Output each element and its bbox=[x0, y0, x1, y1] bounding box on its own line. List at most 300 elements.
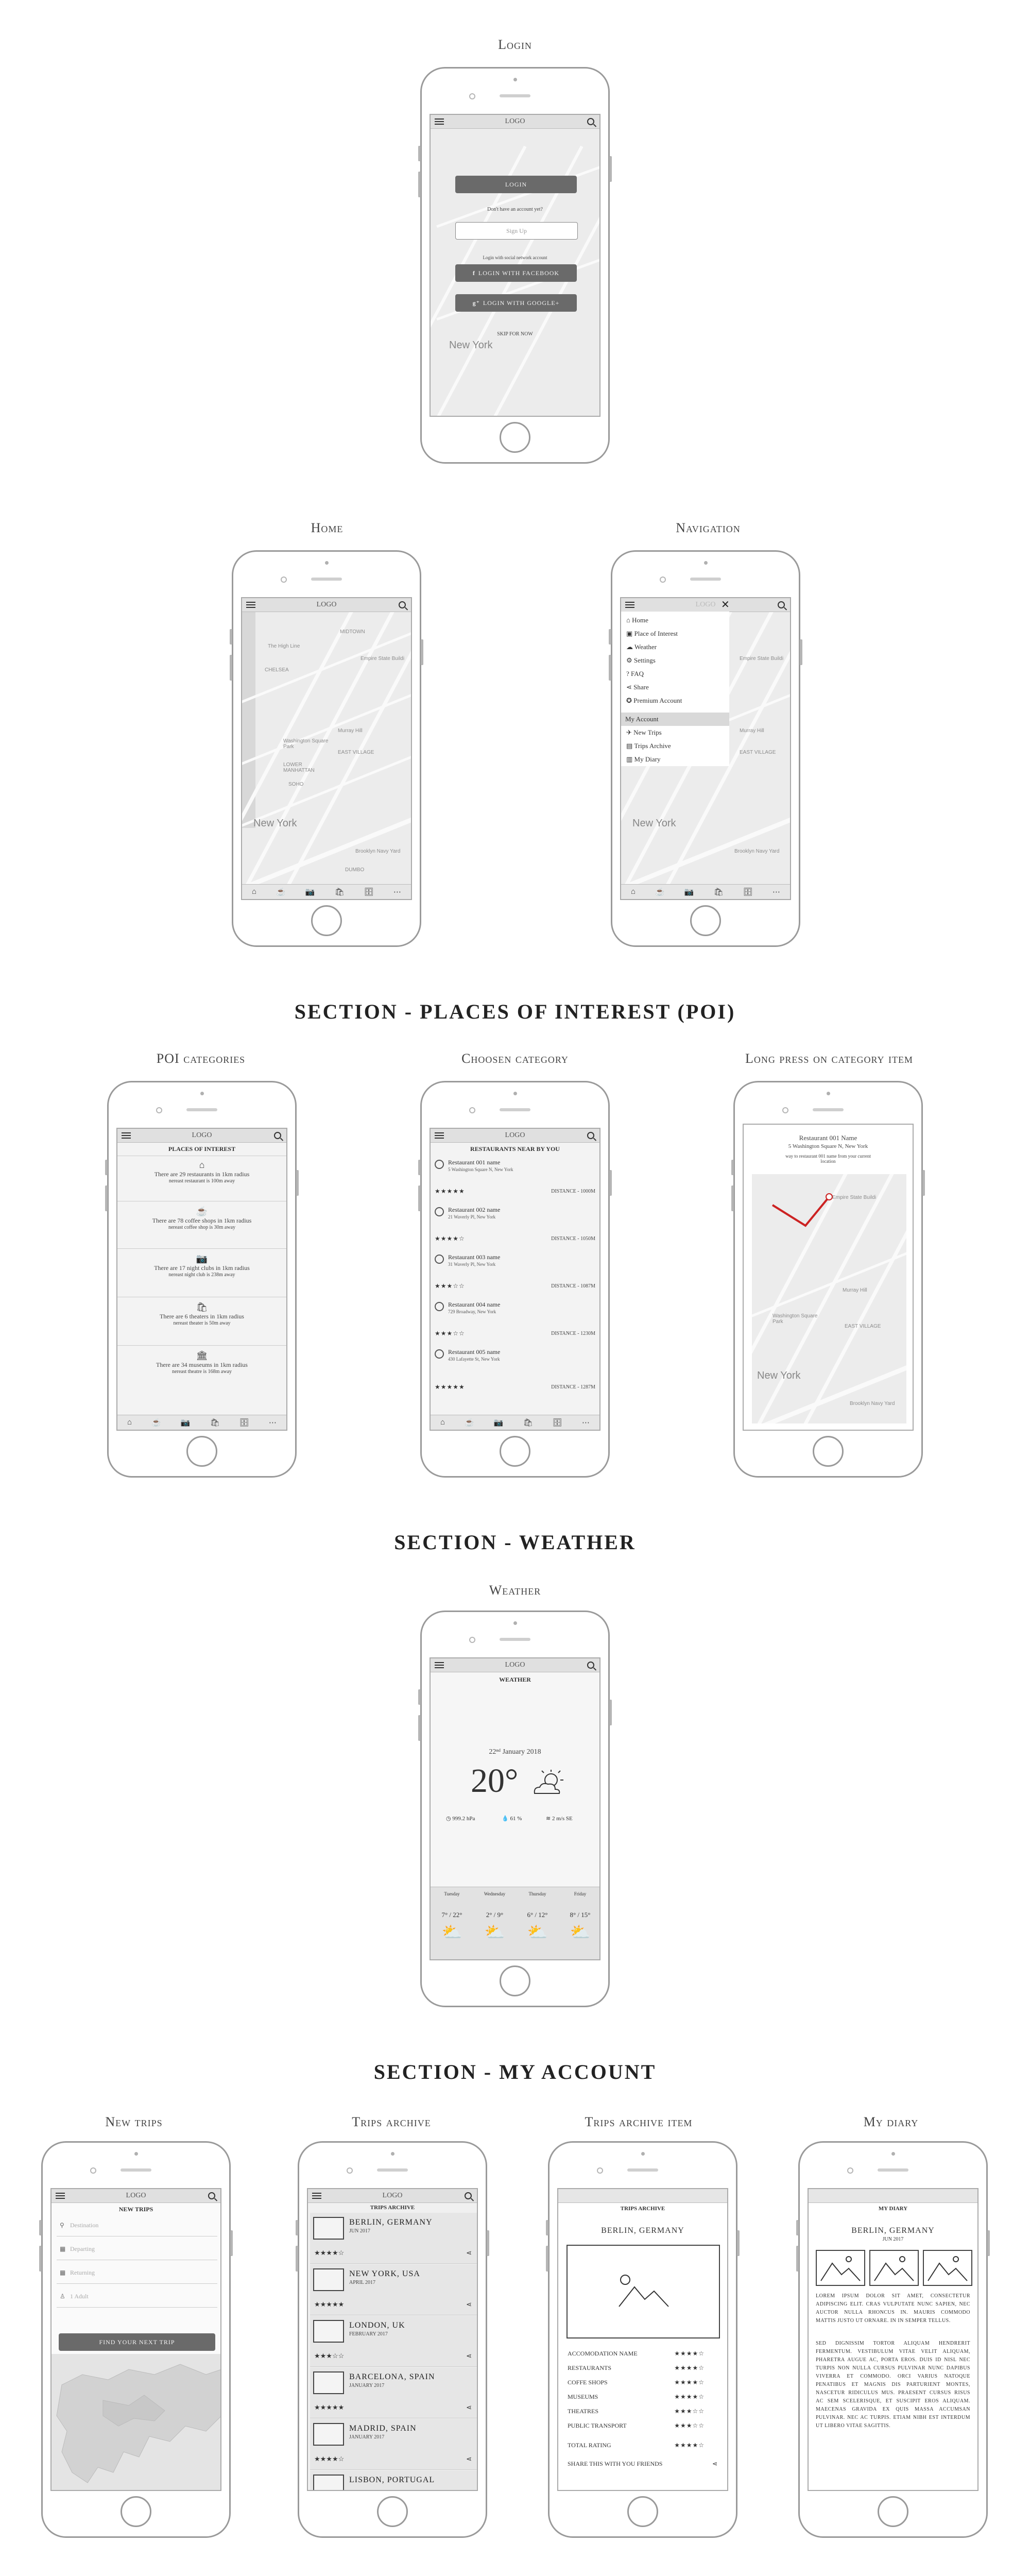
image-placeholder-icon bbox=[568, 2246, 719, 2337]
category-line1: There are 29 restaurants in 1km radius bbox=[154, 1171, 250, 1178]
restaurant-row[interactable] bbox=[431, 1298, 599, 1345]
image-placeholder-icon bbox=[924, 2251, 971, 2285]
wind-readout bbox=[546, 1815, 573, 1822]
forecast-day-name: Tuesday bbox=[444, 1891, 460, 1896]
category-line1: There are 6 theaters in 1km radius bbox=[160, 1313, 244, 1320]
top-bar bbox=[621, 598, 790, 612]
login-screen bbox=[430, 114, 600, 417]
map-label-murray-hill: Murray Hill bbox=[740, 728, 764, 734]
wind-value: 2 m/s SE bbox=[552, 1816, 573, 1822]
phone-long-press bbox=[733, 1081, 923, 1478]
map-label-brooklyn: Brooklyn Navy Yard bbox=[734, 849, 780, 854]
calendar-icon: ▦ bbox=[60, 2245, 66, 2252]
distance-text: DISTANCE - 1050M bbox=[551, 1236, 595, 1242]
rating-row bbox=[568, 2408, 720, 2418]
google-login-button[interactable] bbox=[455, 294, 577, 312]
share-icon[interactable]: ⋖ bbox=[466, 2300, 472, 2308]
category-line2: nereast theater is 50m away bbox=[173, 1320, 231, 1326]
restaurant-name: Restaurant 001 Name bbox=[799, 1134, 857, 1142]
no-account-text: Don't have an account yet? bbox=[487, 207, 543, 212]
image-placeholder-icon bbox=[313, 2423, 344, 2446]
trip-name: BERLIN, GERMANY bbox=[349, 2218, 433, 2227]
question-icon: ? bbox=[626, 670, 631, 677]
tab-more-icon[interactable]: ⋯ bbox=[772, 888, 780, 896]
trip-card[interactable] bbox=[310, 2419, 477, 2470]
home-screen bbox=[241, 597, 412, 900]
trip-card[interactable] bbox=[310, 2316, 477, 2367]
rating-stars: ★★★★☆ bbox=[314, 2455, 345, 2463]
phone-chosen-category bbox=[420, 1081, 610, 1478]
trip-photo bbox=[566, 2245, 720, 2338]
rating-stars: ★★★☆☆ bbox=[674, 2408, 705, 2415]
rating-stars: ★★★★☆ bbox=[674, 2350, 705, 2357]
share-icon[interactable]: ⋖ bbox=[466, 2249, 472, 2257]
phone-poi-categories bbox=[107, 1081, 297, 1478]
route-map[interactable] bbox=[752, 1174, 906, 1423]
navigation-drawer bbox=[621, 612, 729, 766]
distance-text: DISTANCE - 1087M bbox=[551, 1283, 595, 1289]
calendar-icon: ▦ bbox=[60, 2269, 66, 2276]
nav-label: Place of Interest bbox=[634, 630, 678, 637]
poi-category-coffee[interactable] bbox=[117, 1206, 286, 1230]
tab-coffee-icon[interactable]: ☕ bbox=[276, 888, 286, 896]
map-label-east-village: EAST VILLAGE bbox=[845, 1324, 881, 1329]
search-icon[interactable] bbox=[587, 1132, 594, 1139]
page-title: RESTAURANTS NEAR BY YOU bbox=[470, 1145, 560, 1153]
login-button[interactable]: LOGIN bbox=[455, 176, 577, 193]
tab-shopping-icon[interactable]: 🛍 bbox=[713, 888, 724, 896]
tab-home-icon[interactable]: ⌂ bbox=[127, 1418, 132, 1427]
nav-label: Premium Account bbox=[633, 697, 682, 704]
map-label-east-village: EAST VILLAGE bbox=[740, 750, 776, 755]
rating-row bbox=[568, 2422, 720, 2432]
phone-my-diary bbox=[798, 2141, 988, 2538]
gear-icon: ⚙ bbox=[626, 656, 634, 664]
location-pin-icon bbox=[435, 1207, 444, 1216]
map-label-murray-hill: Murray Hill bbox=[843, 1287, 867, 1293]
share-row[interactable] bbox=[568, 2460, 720, 2470]
forecast-day-name: Wednesday bbox=[484, 1891, 506, 1896]
phone-navigation bbox=[611, 550, 800, 947]
signup-button[interactable]: Sign Up bbox=[455, 222, 578, 240]
facebook-login-button[interactable] bbox=[455, 264, 577, 282]
tab-camera-icon[interactable]: 📷 bbox=[305, 888, 315, 896]
screen-label-trips-archive: Trips archive bbox=[352, 2114, 431, 2129]
map-label-midtown: MIDTOWN bbox=[340, 629, 365, 635]
google-login-label: LOGIN WITH GOOGLE+ bbox=[483, 299, 560, 307]
poi-category-theaters[interactable] bbox=[117, 1302, 286, 1326]
skip-link[interactable]: SKIP FOR NOW bbox=[497, 331, 533, 337]
restaurant-address: 31 Waverly Pl, New York bbox=[448, 1262, 496, 1267]
rating-stars: ★★★★★ bbox=[314, 2300, 345, 2308]
image-placeholder-icon bbox=[870, 2251, 918, 2285]
restaurant-icon: ⌂ bbox=[199, 1160, 205, 1170]
share-icon[interactable]: ⋖ bbox=[466, 2403, 472, 2411]
map-label-esb: Empire State Buildi bbox=[360, 656, 405, 662]
nav-label: FAQ bbox=[631, 670, 644, 677]
my-diary-screen bbox=[808, 2188, 978, 2491]
rating-stars: ★★★★★ bbox=[435, 1383, 465, 1391]
sun-cloud-icon: ⛅ bbox=[441, 1923, 462, 1941]
trip-date: JUN 2017 bbox=[349, 2228, 370, 2234]
home-button[interactable] bbox=[186, 1436, 217, 1467]
diary-paragraph: SED DIGNISSIM TORTOR ALIQUAM HENDRERIT FERMENTUM. VESTIBULUM VITAE VELIT ALIQUAM, PHARETRA AUGUE AC, PORTA EROS. DUIS ID NISL NEC TURPIS NON NULLA CURSUS PULVINAR NUNC DAPIBUS VIVERRA ET COMMODO. ORCI VARIUS NATOQUE PENATIBUS ET MAGNIS DIS PARTURIENT MONTES, NASCETUR RIDICULUS MUS. PRAESENT CURSUS RISUS AC SEM SCELERISQUE, ET SUSCIPIT EROS ALIQUAM. MAECENAS GRAVIDA EX QUIS MASSA ACCUMSAN PULVINAR. NEC AC TURPIS. ETIAM NIBH EST INTERDUM UT LIBERO VITAE SAGITTIS. bbox=[816, 2341, 970, 2429]
map-label-esb: Empire State Buildi bbox=[832, 1195, 877, 1200]
restaurant-address: 5 Washington Square N, New York bbox=[448, 1167, 513, 1172]
restaurant-name: Restaurant 001 name bbox=[448, 1159, 501, 1166]
tab-bar bbox=[431, 1415, 599, 1430]
home-button[interactable] bbox=[627, 2496, 658, 2527]
category-line2: nereast night club is 238m away bbox=[168, 1272, 235, 1278]
page-title: TRIPS ARCHIVE bbox=[370, 2205, 415, 2211]
restaurant-name: Restaurant 003 name bbox=[448, 1253, 501, 1261]
map-label-washington-sq: Washington Square Park bbox=[283, 738, 329, 750]
distance-text: DISTANCE - 1287M bbox=[551, 1384, 595, 1390]
map-label-chelsea: CHELSEA bbox=[265, 667, 289, 673]
search-icon[interactable] bbox=[465, 2192, 472, 2199]
app-logo: LOGO bbox=[382, 2192, 403, 2199]
page-title: MY DIARY bbox=[878, 2206, 908, 2212]
tab-archive-icon[interactable]: 🗄 bbox=[364, 888, 374, 896]
home-button[interactable] bbox=[377, 2496, 408, 2527]
restaurant-name: Restaurant 005 name bbox=[448, 1348, 501, 1355]
nav-label: Share bbox=[633, 683, 649, 691]
map-label-soho: SOHO bbox=[288, 782, 304, 787]
home-button[interactable] bbox=[500, 422, 530, 453]
weather-date: 22ⁿᵈ January 2018 bbox=[489, 1748, 541, 1756]
search-icon[interactable] bbox=[587, 1662, 594, 1669]
distance-text: DISTANCE - 1000M bbox=[551, 1189, 595, 1194]
nav-item-poi[interactable] bbox=[621, 627, 729, 640]
tab-home-icon[interactable]: ⌂ bbox=[631, 887, 636, 896]
rating-stars: ★★★★☆ bbox=[314, 2249, 345, 2257]
screen-label-chosen-category: Choosen category bbox=[461, 1051, 569, 1066]
close-icon[interactable]: ✕ bbox=[721, 599, 730, 611]
city-title: BERLIN, GERMANY bbox=[851, 2226, 935, 2235]
trip-name: LISBON, PORTUGAL bbox=[349, 2476, 435, 2484]
rating-stars: ★★★★☆ bbox=[674, 2393, 705, 2400]
image-placeholder-icon bbox=[313, 2475, 344, 2491]
returning-field[interactable] bbox=[57, 2261, 217, 2284]
tab-archive-icon[interactable]: 🗄 bbox=[239, 1418, 249, 1427]
phone-new-trips bbox=[41, 2141, 231, 2538]
nav-item-weather[interactable] bbox=[621, 640, 729, 654]
map-label-east-village: EAST VILLAGE bbox=[338, 750, 374, 755]
top-bar bbox=[52, 2189, 220, 2203]
search-icon[interactable] bbox=[274, 1132, 281, 1139]
app-logo: LOGO bbox=[126, 2192, 146, 2199]
page-title: TRIPS ARCHIVE bbox=[620, 2206, 665, 2212]
forecast-day bbox=[431, 1891, 473, 1942]
nav-item-settings[interactable] bbox=[621, 654, 729, 667]
trips-archive-screen bbox=[307, 2188, 478, 2491]
image-placeholder-icon bbox=[313, 2268, 344, 2291]
google-plus-icon: g⁺ bbox=[472, 299, 480, 307]
trip-name: MADRID, SPAIN bbox=[349, 2424, 417, 2433]
phone-trips-archive bbox=[298, 2141, 487, 2538]
search-icon[interactable] bbox=[399, 601, 406, 608]
map-label-new-york: New York bbox=[253, 818, 297, 829]
rating-stars: ★★★★☆ bbox=[674, 2379, 705, 2386]
section-title-weather: SECTION - WEATHER bbox=[394, 1531, 636, 1554]
tab-shopping-icon[interactable]: 🛍 bbox=[210, 1418, 220, 1427]
tab-archive-icon[interactable]: 🗄 bbox=[552, 1418, 562, 1427]
adults-field[interactable] bbox=[57, 2285, 217, 2308]
page-title: WEATHER bbox=[499, 1676, 531, 1683]
returning-placeholder: Returning bbox=[70, 2269, 95, 2276]
tab-home-icon[interactable]: ⌂ bbox=[252, 887, 257, 896]
sun-cloud-icon: ⛅ bbox=[484, 1923, 505, 1941]
nav-label: Trips Archive bbox=[634, 742, 671, 750]
trips-archive-item-screen bbox=[557, 2188, 728, 2491]
restaurant-row[interactable] bbox=[431, 1345, 599, 1402]
camera-icon: ▣ bbox=[626, 630, 634, 637]
home-button[interactable] bbox=[311, 905, 342, 936]
rating-label: COFFE SHOPS bbox=[568, 2379, 608, 2386]
weather-screen bbox=[430, 1657, 600, 1960]
location-pin-icon: ⚲ bbox=[60, 2222, 64, 2229]
tab-bar bbox=[117, 1415, 286, 1430]
section-title-account: SECTION - MY ACCOUNT bbox=[373, 2060, 657, 2083]
restaurant-row[interactable] bbox=[431, 1203, 599, 1250]
home-button[interactable] bbox=[690, 905, 721, 936]
screen-label-trips-archive-item: Trips archive item bbox=[585, 2114, 693, 2129]
find-trip-button[interactable]: FIND YOUR NEXT TRIP bbox=[59, 2333, 215, 2351]
app-logo: LOGO bbox=[695, 601, 716, 608]
tab-bar bbox=[621, 884, 790, 899]
trip-date: APRIL 2017 bbox=[349, 2280, 376, 2285]
trip-card[interactable] bbox=[310, 2213, 477, 2264]
diary-paragraph: LOREM IPSUM DOLOR SIT AMET, CONSECTETUR ADIPISCING ELIT. CRAS VULPUTATE NUNC SAPIEN, NEC AUCTOR NULLA RHONCUS IN. MAURIS COMMODO MATTIS JUSTO UT ORNARE. IN IN SEMPER TELLUS. bbox=[816, 2293, 970, 2324]
top-bar bbox=[242, 598, 411, 612]
nav-item-trips-archive[interactable] bbox=[621, 739, 729, 753]
total-rating-row bbox=[568, 2442, 720, 2452]
facebook-login-label: LOGIN WITH FACEBOOK bbox=[478, 269, 560, 277]
archive-icon: ▤ bbox=[626, 742, 634, 750]
nav-label: New Trips bbox=[633, 728, 662, 736]
cloud-icon: ☁ bbox=[626, 643, 635, 651]
person-icon: ♙ bbox=[60, 2293, 65, 2300]
home-button[interactable] bbox=[500, 1965, 530, 1996]
search-icon[interactable] bbox=[778, 601, 785, 608]
diary-photo[interactable] bbox=[816, 2250, 865, 2286]
category-line1: There are 34 museums in 1km radius bbox=[156, 1361, 248, 1368]
poi-category-museums[interactable] bbox=[117, 1350, 286, 1375]
location-pin-icon bbox=[435, 1349, 444, 1359]
nav-item-my-diary[interactable] bbox=[621, 753, 729, 766]
adults-value: 1 Adult bbox=[70, 2293, 89, 2300]
restaurant-address: 21 Waverly Pl, New York bbox=[448, 1214, 496, 1219]
phone-home bbox=[232, 550, 421, 947]
top-bar bbox=[431, 115, 599, 129]
image-placeholder-icon bbox=[313, 2320, 344, 2343]
map-label-brooklyn: Brooklyn Navy Yard bbox=[355, 849, 401, 854]
trip-card[interactable] bbox=[310, 2264, 477, 2315]
rating-label: ACCOMODATION NAME bbox=[568, 2350, 638, 2357]
rating-row bbox=[568, 2379, 720, 2389]
category-line1: There are 17 night clubs in 1km radius bbox=[154, 1264, 250, 1272]
location-pin-icon bbox=[435, 1302, 444, 1311]
share-icon: ⋖ bbox=[626, 683, 634, 691]
rating-stars: ★★★★☆ bbox=[674, 2364, 705, 2371]
distance-text: DISTANCE - 1230M bbox=[551, 1331, 595, 1336]
trip-card[interactable] bbox=[310, 2367, 477, 2418]
rating-label: THEATRES bbox=[568, 2408, 598, 2415]
rating-stars: ★★★☆☆ bbox=[674, 2422, 705, 2429]
top-bar bbox=[308, 2189, 477, 2203]
rating-stars: ★★★★☆ bbox=[674, 2442, 705, 2449]
humidity-icon: 💧 bbox=[502, 1816, 510, 1822]
image-placeholder-icon bbox=[313, 2371, 344, 2394]
chosen-category-screen bbox=[430, 1128, 600, 1431]
rating-row bbox=[568, 2393, 720, 2403]
screen-label-new-trips: New trips bbox=[105, 2114, 163, 2129]
trip-card[interactable] bbox=[310, 2470, 477, 2491]
rating-row bbox=[568, 2364, 720, 2375]
top-bar bbox=[431, 1129, 599, 1143]
trip-name: BARCELONA, SPAIN bbox=[349, 2372, 435, 2381]
search-icon[interactable] bbox=[208, 2192, 215, 2199]
map-label-murray-hill: Murray Hill bbox=[338, 728, 363, 734]
restaurant-address: 430 Lafayette St, New York bbox=[448, 1357, 500, 1362]
map-label-brooklyn: Brooklyn Navy Yard bbox=[850, 1401, 895, 1406]
humidity-value: 61 % bbox=[510, 1816, 522, 1822]
theater-icon: 🛍 bbox=[196, 1302, 208, 1312]
tab-archive-icon[interactable]: 🗄 bbox=[743, 888, 753, 896]
destination-field[interactable] bbox=[57, 2214, 217, 2236]
tab-camera-icon[interactable]: 📷 bbox=[180, 1418, 191, 1427]
nav-item-home[interactable] bbox=[621, 614, 729, 627]
phone-trips-archive-item bbox=[548, 2141, 737, 2538]
app-logo: LOGO bbox=[505, 117, 525, 125]
route-line bbox=[752, 1174, 906, 1423]
share-icon[interactable]: ⋖ bbox=[712, 2460, 718, 2467]
home-icon: ⌂ bbox=[626, 616, 632, 624]
poi-category-nightclubs[interactable] bbox=[117, 1253, 286, 1278]
screen-label-poi-categories: POI categories bbox=[156, 1051, 246, 1066]
home-button[interactable] bbox=[878, 2496, 908, 2527]
tab-home-icon[interactable]: ⌂ bbox=[440, 1418, 445, 1427]
tab-more-icon[interactable]: ⋯ bbox=[581, 1418, 590, 1427]
new-trips-screen bbox=[50, 2188, 221, 2491]
pressure-readout bbox=[446, 1815, 475, 1822]
map-label-dumbo: DUMBO bbox=[345, 867, 365, 873]
tab-coffee-icon[interactable]: ☕ bbox=[151, 1418, 161, 1427]
facebook-icon: f bbox=[472, 269, 475, 277]
nav-item-faq[interactable] bbox=[621, 667, 729, 681]
share-icon[interactable]: ⋖ bbox=[466, 2455, 472, 2463]
pressure-value: 999.2 hPa bbox=[452, 1816, 475, 1822]
tab-coffee-icon[interactable]: ☕ bbox=[655, 888, 665, 896]
trip-name: LONDON, UK bbox=[349, 2321, 405, 2330]
destination-placeholder: Destination bbox=[70, 2222, 99, 2229]
museum-icon: 🏛 bbox=[196, 1350, 208, 1361]
nav-item-premium[interactable] bbox=[621, 694, 729, 707]
map-label-esb: Empire State Buildi bbox=[740, 656, 784, 662]
home-button[interactable] bbox=[500, 1436, 530, 1467]
sun-cloud-icon: ⛅ bbox=[570, 1923, 591, 1941]
image-placeholder-icon bbox=[817, 2251, 864, 2285]
rating-row bbox=[568, 2350, 720, 2360]
map-label-washington-sq: Washington Square Park bbox=[772, 1313, 818, 1325]
app-logo: LOGO bbox=[192, 1131, 212, 1139]
share-icon[interactable]: ⋖ bbox=[466, 2352, 472, 2360]
coffee-icon: ☕ bbox=[196, 1206, 208, 1216]
section-title-poi: SECTION - PLACES OF INTEREST (POI) bbox=[294, 1000, 736, 1023]
pressure-icon: ◷ bbox=[446, 1816, 453, 1822]
map-label-new-york: New York bbox=[757, 1370, 801, 1381]
tab-more-icon[interactable]: ⋯ bbox=[393, 888, 401, 896]
app-logo: LOGO bbox=[505, 1661, 525, 1669]
forecast-temp: 8° / 15° bbox=[570, 1911, 591, 1919]
category-line1: There are 78 coffee shops in 1km radius bbox=[152, 1217, 252, 1224]
rating-label: RESTAURANTS bbox=[568, 2364, 612, 2371]
rating-label: MUSEUMS bbox=[568, 2393, 598, 2400]
star-icon: ✪ bbox=[626, 697, 634, 704]
nav-label: Home bbox=[632, 616, 648, 624]
screen-label-navigation: Navigation bbox=[676, 520, 741, 535]
map-label-new-york: New York bbox=[632, 818, 676, 829]
tab-camera-icon[interactable]: 📷 bbox=[493, 1418, 504, 1427]
route-description: way to restaurant 001 name from your current location bbox=[785, 1154, 871, 1164]
rating-stars: ★★★★★ bbox=[314, 2403, 345, 2411]
departing-placeholder: Departing bbox=[70, 2245, 95, 2252]
forecast-strip bbox=[431, 1887, 599, 1959]
forecast-day-name: Thursday bbox=[528, 1891, 546, 1896]
nav-item-share[interactable] bbox=[621, 681, 729, 694]
trip-date: JANUARY 2017 bbox=[349, 2383, 385, 2388]
city-title: BERLIN, GERMANY bbox=[601, 2226, 684, 2235]
category-line2: nereast restaurant is 100m away bbox=[168, 1178, 235, 1184]
home-button[interactable] bbox=[121, 2496, 151, 2527]
nav-item-new-trips[interactable] bbox=[621, 726, 729, 739]
nav-section-my-account: My Account bbox=[621, 713, 729, 726]
location-pin-icon bbox=[435, 1255, 444, 1264]
home-button[interactable] bbox=[813, 1436, 844, 1467]
search-icon[interactable] bbox=[587, 118, 594, 125]
forecast-day bbox=[516, 1891, 559, 1942]
current-temperature: 20° bbox=[471, 1762, 519, 1800]
tab-more-icon[interactable]: ⋯ bbox=[268, 1418, 277, 1427]
diary-photo[interactable] bbox=[923, 2250, 972, 2286]
poi-category-restaurants[interactable] bbox=[117, 1160, 286, 1184]
rating-stars: ★★★☆☆ bbox=[314, 2352, 345, 2360]
departing-field[interactable] bbox=[57, 2238, 217, 2260]
rating-stars: ★★★☆☆ bbox=[435, 1282, 465, 1290]
city-map[interactable] bbox=[242, 612, 411, 899]
europe-map[interactable] bbox=[52, 2354, 221, 2491]
camera-icon: 📷 bbox=[196, 1253, 208, 1264]
tab-shopping-icon[interactable]: 🛍 bbox=[523, 1418, 533, 1427]
forecast-temp: 7° / 22° bbox=[441, 1911, 462, 1919]
map-label-lower-manhattan: LOWER MANHATTAN bbox=[283, 762, 315, 773]
restaurant-row[interactable] bbox=[431, 1250, 599, 1298]
forecast-day bbox=[473, 1891, 516, 1942]
tab-camera-icon[interactable]: 📷 bbox=[684, 888, 694, 896]
phone-login bbox=[420, 67, 610, 464]
tab-shopping-icon[interactable]: 🛍 bbox=[334, 888, 345, 896]
screen-label-home: Home bbox=[311, 520, 344, 535]
book-icon: ▥ bbox=[626, 755, 634, 763]
restaurant-name: Restaurant 004 name bbox=[448, 1301, 501, 1308]
tab-coffee-icon[interactable]: ☕ bbox=[465, 1418, 474, 1427]
diary-photo[interactable] bbox=[869, 2250, 919, 2286]
poi-categories-screen bbox=[116, 1128, 287, 1431]
restaurant-row[interactable] bbox=[431, 1156, 599, 1203]
restaurant-address: 729 Broadway, New York bbox=[448, 1309, 496, 1314]
restaurant-address: 5 Washington Square N, New York bbox=[788, 1143, 868, 1149]
category-line2: nereast theatre is 168m away bbox=[171, 1369, 232, 1375]
